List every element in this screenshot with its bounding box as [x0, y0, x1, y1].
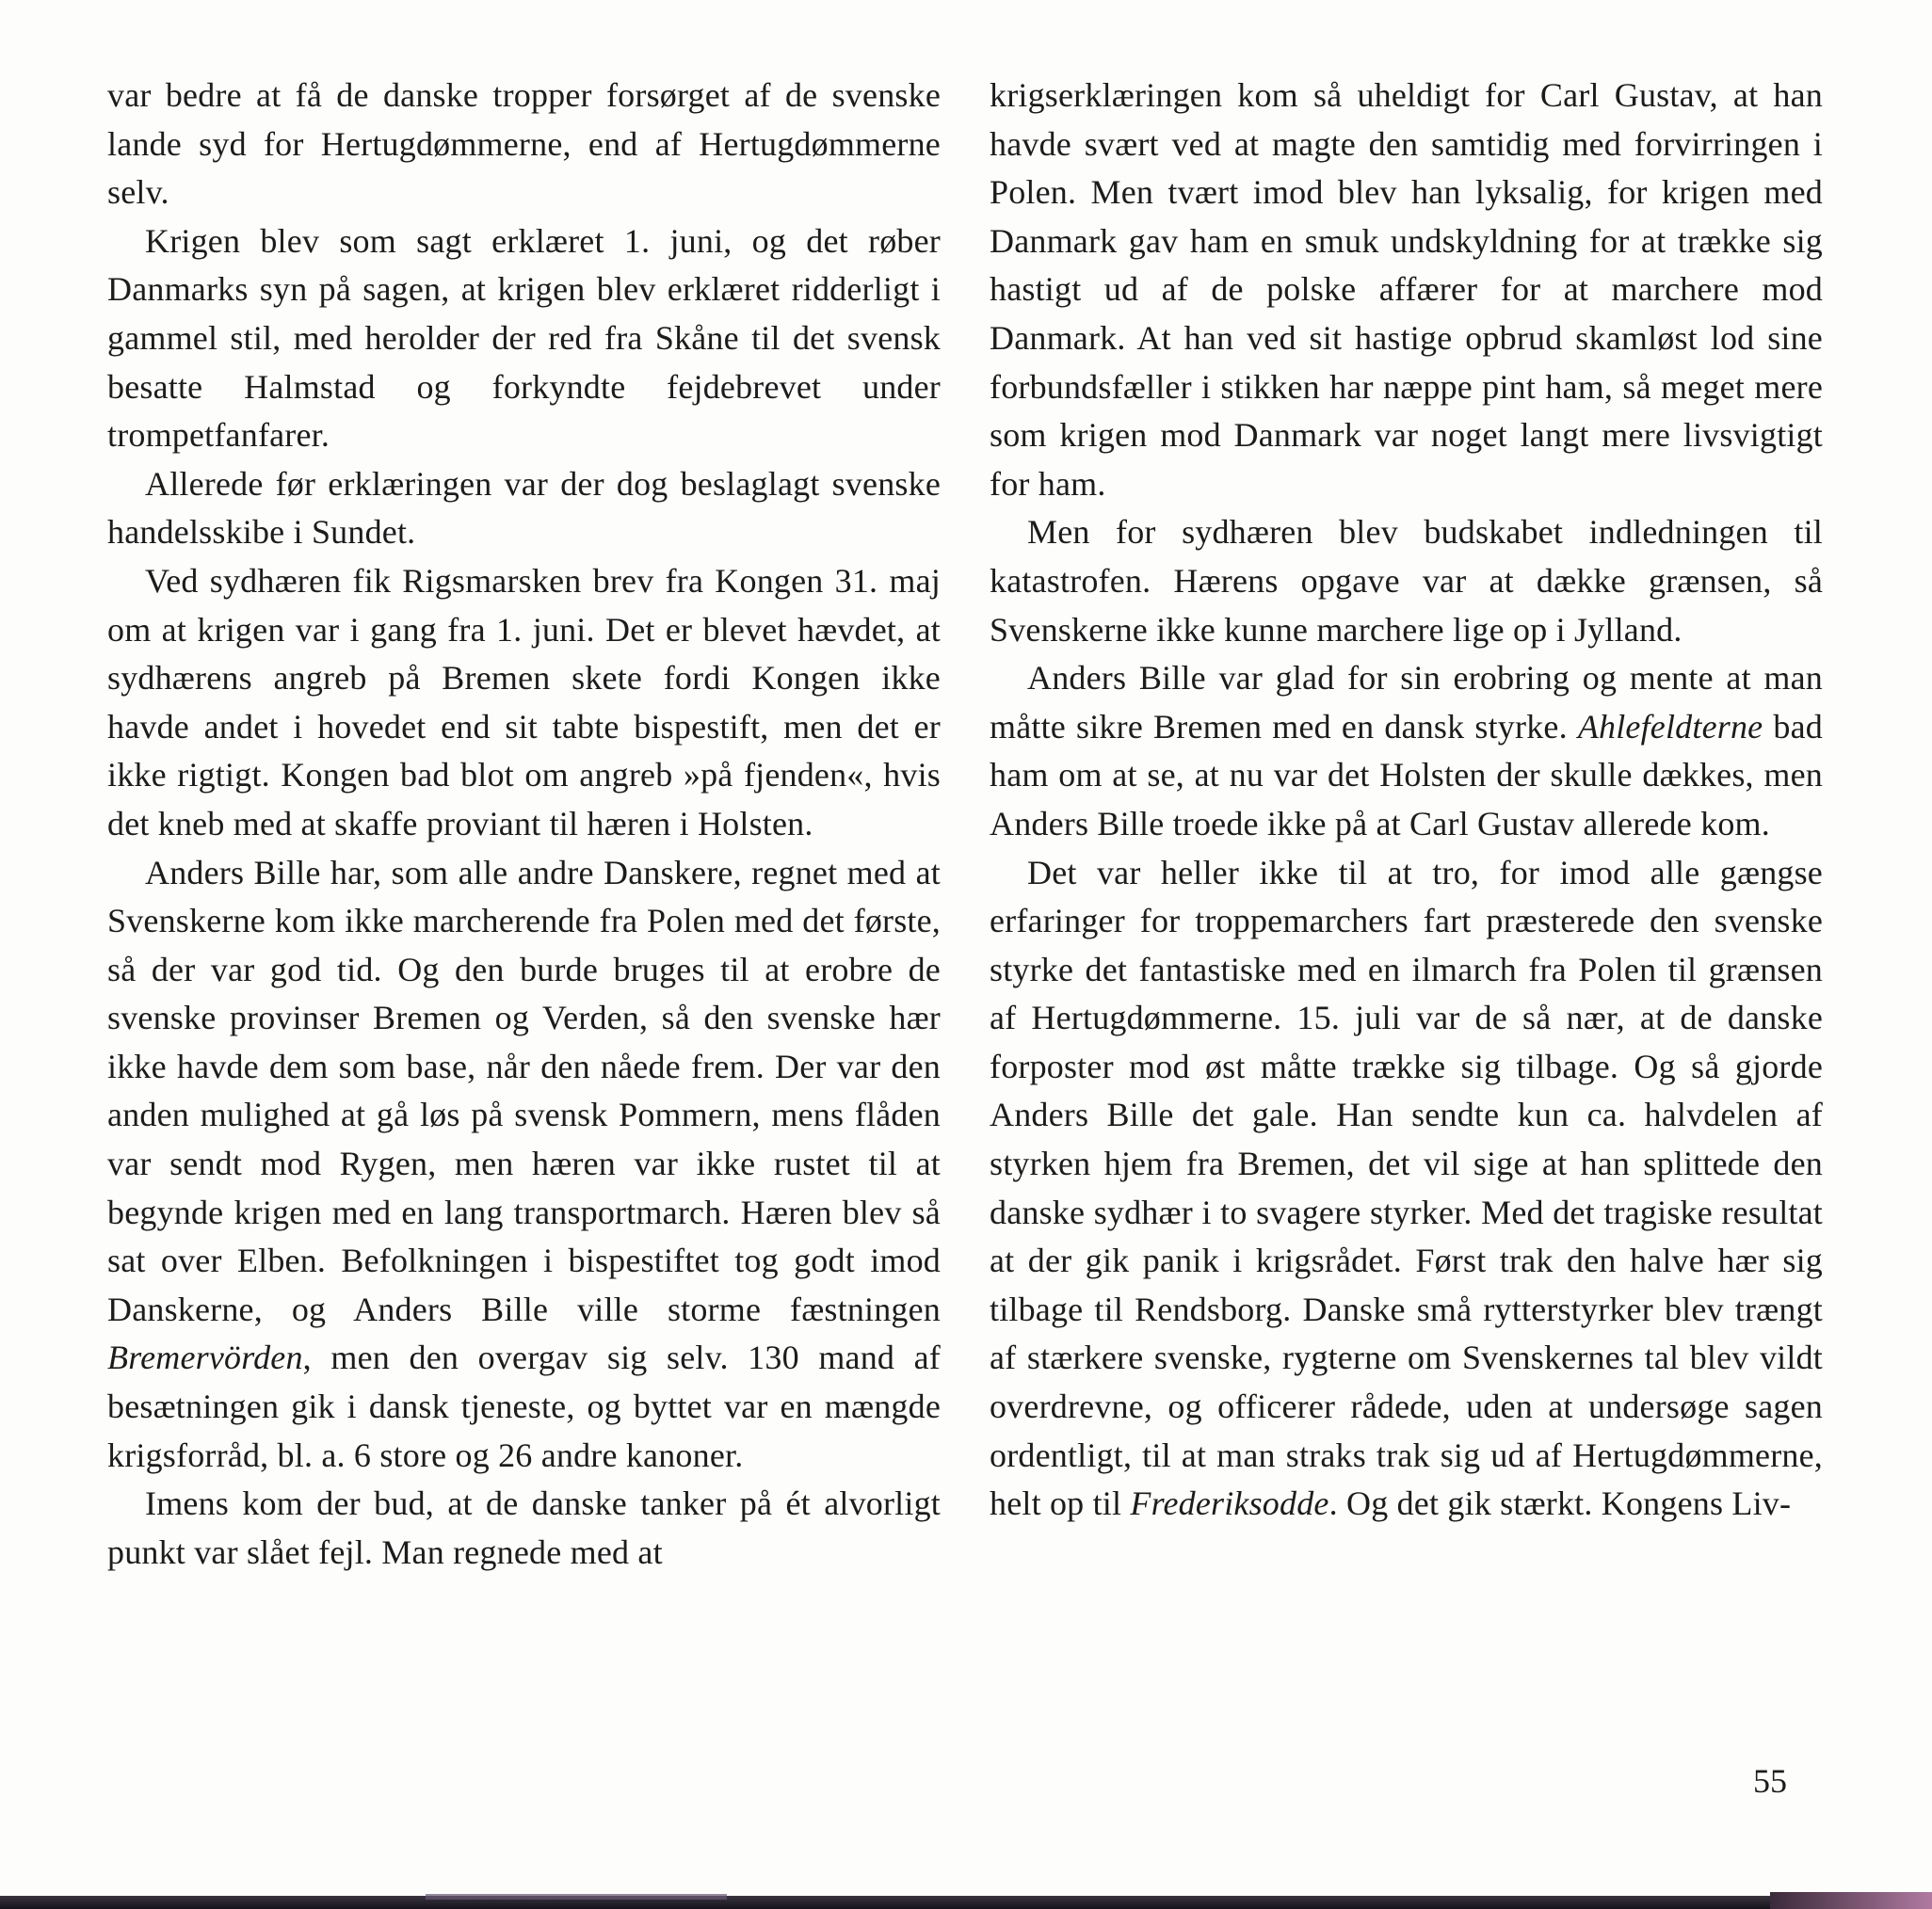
paragraph-text: Krigen blev som sagt erklæret 1. juni, og det røber Danmarks syn på sagen, at krigen blev erklæret ridderligt i gammel stil, med herolder der red fra Skåne til det svensk besatte Halmstad og forkyndte fejdebrevet under trompetfanfarer.: [107, 221, 941, 455]
paragraph-text: Det var heller ikke til at tro, for imod alle gængse erfaringer for troppemarchers fart præsterede den svenske styrke det fantastiske med en ilmarch fra Polen til grænsen af Hertugdømmerne. 15. juli var de så nær, at de danske forposter mod øst måtte trække sig tilbage. Og så gjorde Anders Bille det gale. Han sendte kun ca. halvdelen af styrken hjem fra Bremen, det vil sige at han splittede den danske sydhær i to svagere styrker. Med det tragiske resultat at der gik panik i krigsrådet. Først trak den halve hær sig tilbage til Rendsborg. Danske små rytterstyrker blev trængt af stærkere svenske, rygterne om Svenskernes tal blev vildt overdrevne, og officerer rådede, uden at undersøge sagen ordentligt, til at man straks trak sig ud af Hertugdømmerne, helt op til: [990, 853, 1823, 1523]
paragraph-text: var bedre at få de danske tropper forsørget af de svenske lande syd for Hertugdømmerne, end af Hertugdømmerne selv.: [107, 76, 941, 212]
italic-place-name: Frederiksodde: [1130, 1484, 1329, 1523]
paragraph: [107, 72, 941, 217]
paragraph-text: Men for sydhæren blev budskabet indledningen til katastrofen. Hærens opgave var at dække grænsen, så Svenskerne ikke kunne marchere lige op i Jylland.: [990, 513, 1823, 649]
paragraph-text: , men den overgav sig selv. 130 mand af besætningen gik i dansk tjeneste, og byttet var en mængde krigsforråd, bl. a. 6 store og 26 andre kanoner.: [107, 1339, 941, 1474]
page-edge-corner: [1770, 1892, 1932, 1909]
paragraph: [990, 72, 1823, 508]
paragraph: [107, 217, 941, 460]
paragraph: [990, 654, 1823, 848]
paragraph: [107, 557, 941, 849]
paragraph: [107, 1480, 941, 1577]
paragraph-text: Ved sydhæren fik Rigsmarsken brev fra Kongen 31. maj om at krigen var i gang fra 1. juni. Det er blevet hævdet, at sydhærens angreb på Bremen skete fordi Kongen ikke havde andet i hovedet end sit tabte bispestift, men det er ikke rigtigt. Kongen bad blot om angreb »på fjenden«, hvis det kneb med at skaffe proviant til hæren i Holsten.: [107, 561, 941, 842]
paragraph-text: Anders Bille var glad for sin erobring og mente at man måtte sikre Bremen med en dansk styrke.: [990, 659, 1823, 746]
paragraph: [990, 849, 1823, 1529]
paragraph-text: Allerede før erklæringen var der dog beslaglagt svenske handelsskibe i Sundet.: [107, 464, 941, 552]
right-text-column: [990, 72, 1823, 1529]
paragraph-text: Anders Bille har, som alle andre Danskere, regnet med at Svenskerne kom ikke marcherende fra Polen med det første, så der var god tid. Og den burde bruges til at erobre de svenske provinser Bremen og Verden, så den svenske hær ikke havde dem som base, når den nåede frem. Der var den anden mulighed at gå løs på svensk Pommern, mens flåden var sendt mod Rygen, men hæren var ikke rustet til at begynde krigen med en lang transportmarch. Hæren blev så sat over Elben. Befolkningen i bispestiftet tog godt imod Danskerne, og Anders Bille ville storme fæstningen: [107, 853, 941, 1328]
page-bottom-edge: [0, 1896, 1932, 1909]
paragraph-text: bad ham om at se, at nu var det Holsten der skulle dækkes, men Anders Bille troede ikke på at Carl Gustav allerede kom.: [990, 707, 1823, 842]
paragraph: [107, 849, 941, 1481]
italic-place-name: Bremervörden: [107, 1339, 303, 1377]
page-number: 55: [1753, 1762, 1787, 1800]
page-edge-highlight: [426, 1894, 727, 1900]
paragraph-text: Imens kom der bud, at de danske tanker på ét alvorligt punkt var slået fejl. Man regnede med at: [107, 1484, 941, 1571]
paragraph: [107, 460, 941, 557]
paragraph: [990, 508, 1823, 654]
italic-place-name: Ahlefeldterne: [1577, 707, 1763, 746]
left-text-column: [107, 72, 941, 1577]
paragraph-text: . Og det gik stærkt. Kongens Liv-: [1328, 1484, 1792, 1523]
paragraph-text: krigserklæringen kom så uheldigt for Carl Gustav, at han havde svært ved at magte den samtidig med forvirringen i Polen. Men tvært imod blev han lyksalig, for krigen med Danmark gav ham en smuk undskyldning for at trække sig hastigt ud af de polske affærer for at marchere mod Danmark. At han ved sit hastige opbrud skamløst lod sine forbundsfæller i stikken har næppe pint ham, så meget mere som krigen mod Danmark var noget langt mere livsvigtigt for ham.: [990, 76, 1823, 503]
